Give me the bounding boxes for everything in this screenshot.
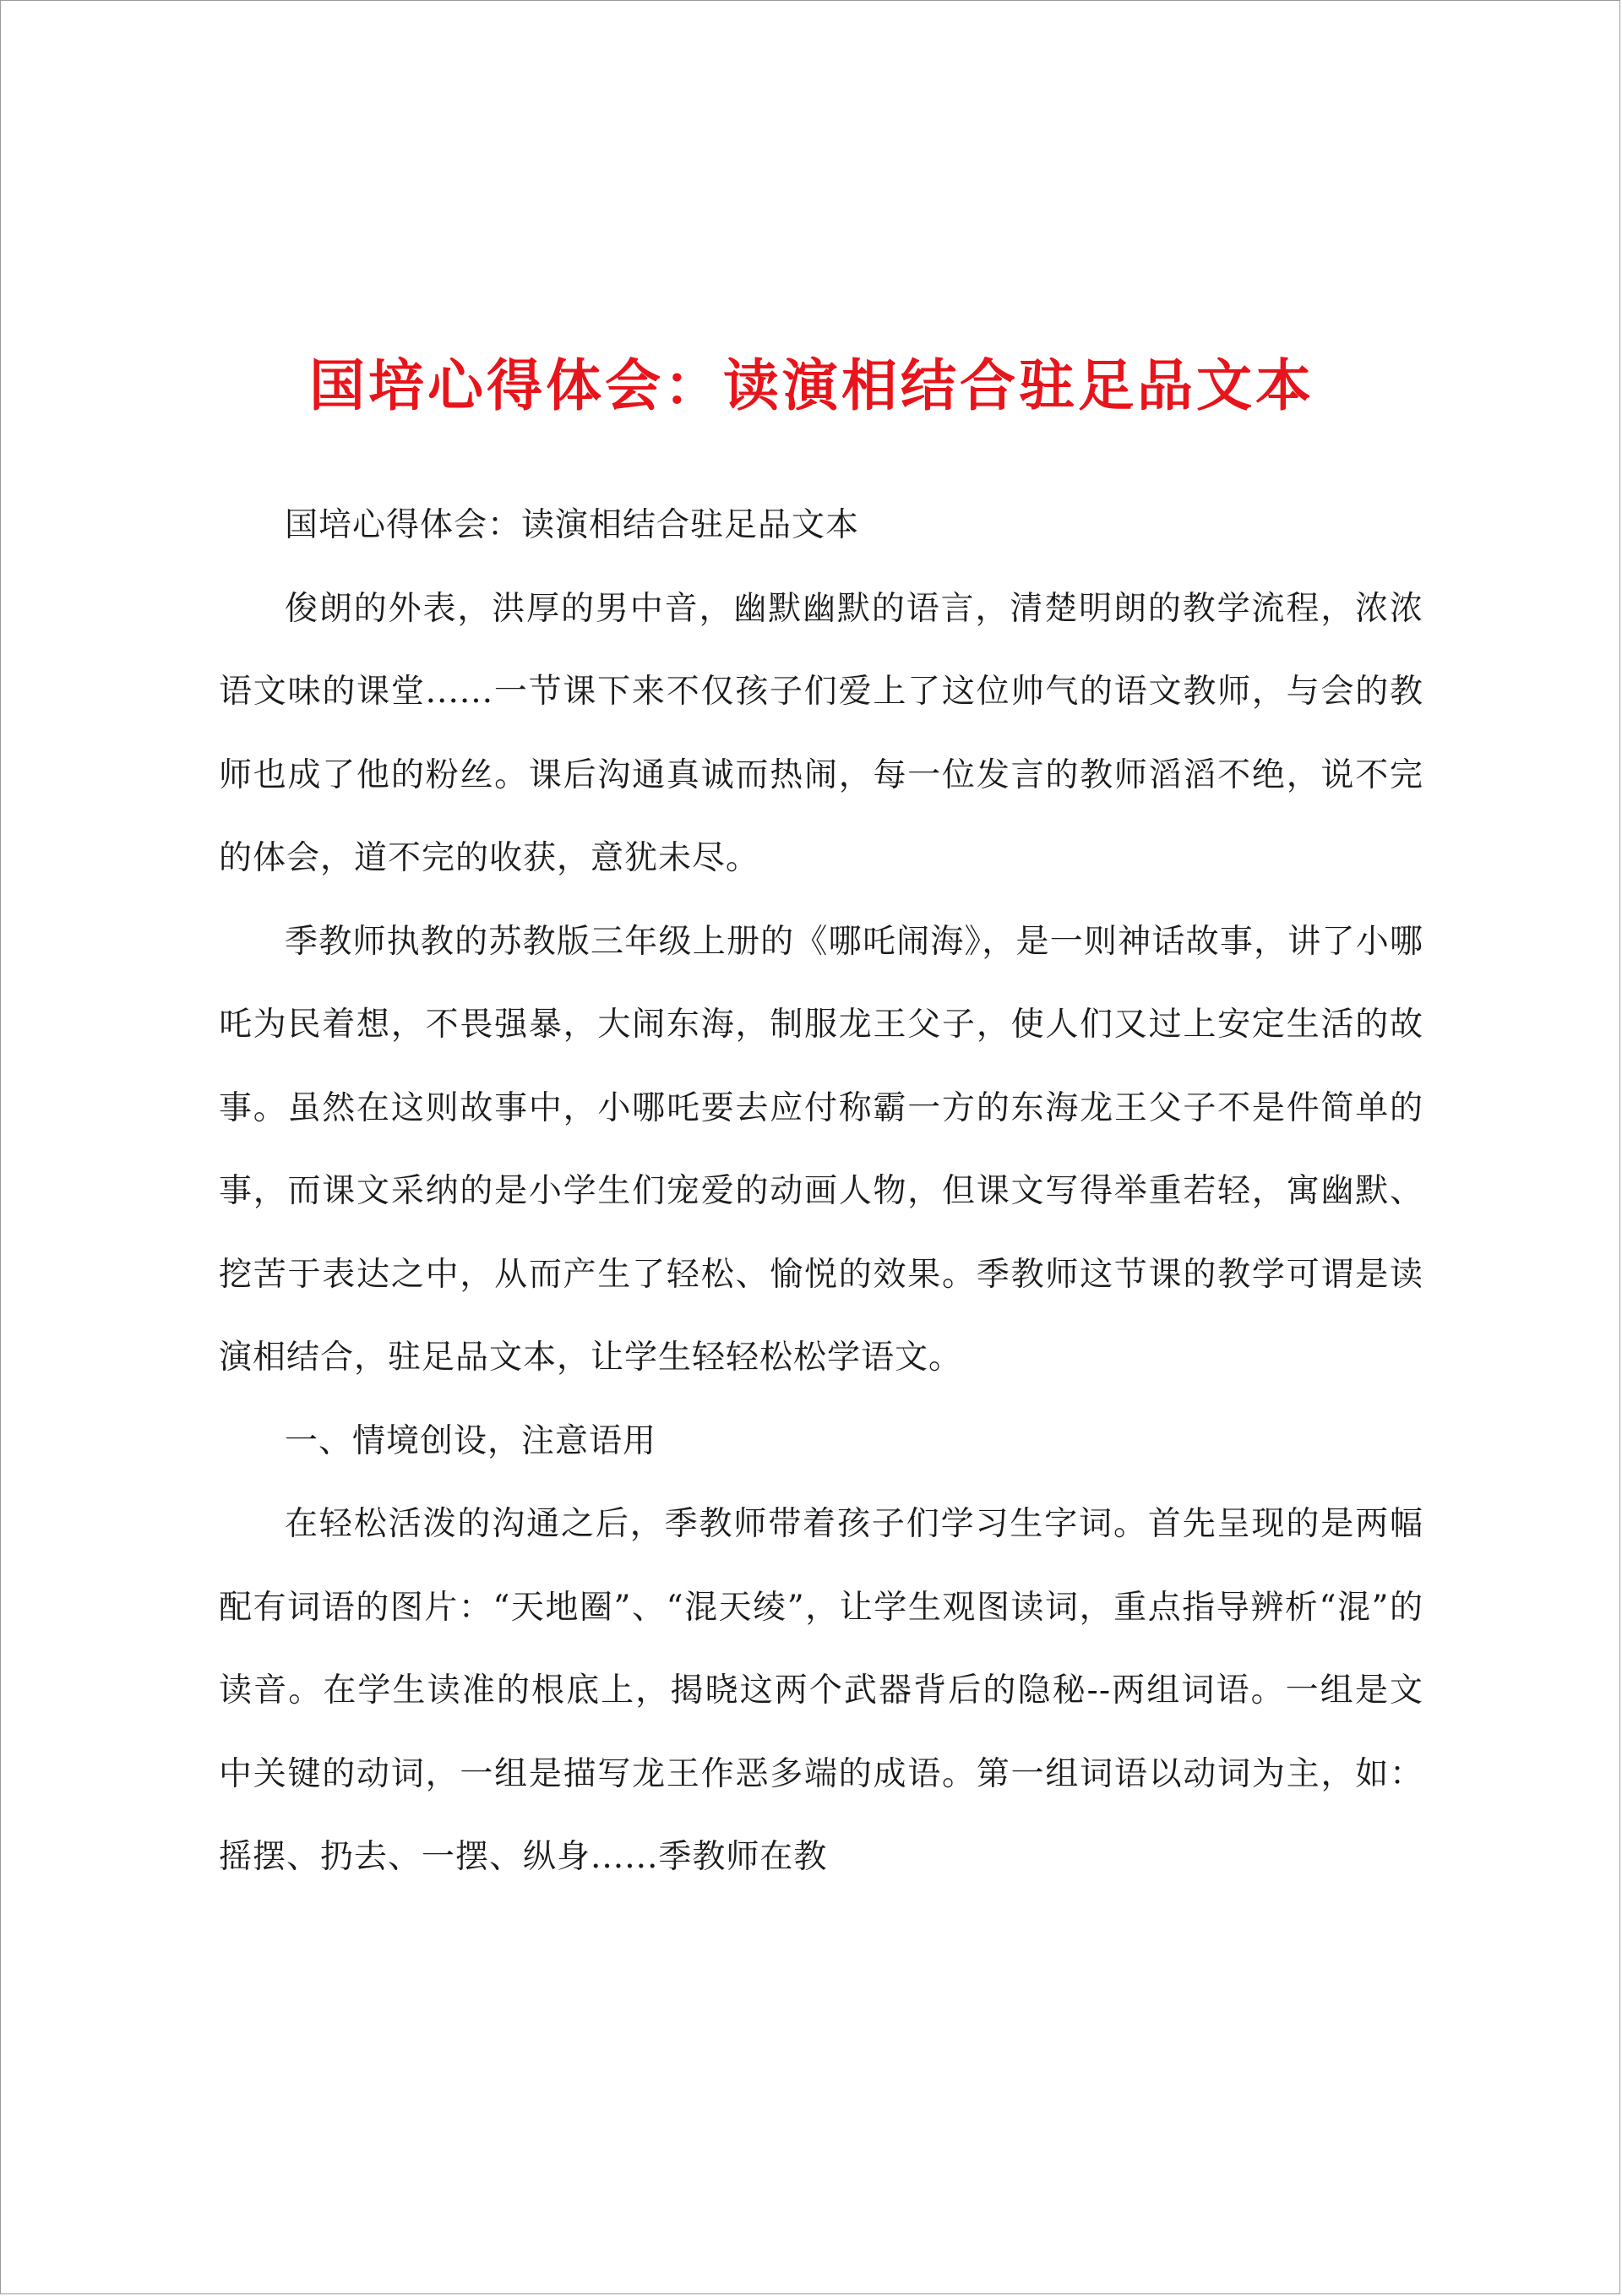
document-body <box>219 484 1423 1900</box>
paragraph: 季教师执教的苏教版三年级上册的《哪吒闹海》，是一则神话故事，讲了小哪吒为民着想，不畏强暴，大闹东海，制服龙王父子，使人们又过上安定生活的故事。虽然在这则故事中，小哪吒要去应付称霸一方的东海龙王父子不是件简单的事，而课文采纳的是小学生们宠爱的动画人物，但课文写得举重若轻，寓幽默、挖苦于表达之中，从而产生了轻松、愉悦的效果。季教师这节课的教学可谓是读演相结合，驻足品文本，让学生轻轻松松学语文。 <box>219 922 1423 1377</box>
section-heading: 一、情境创设，注意语用 <box>285 1421 657 1460</box>
document-title: 国培心得体会：读演相结合驻足品文本 <box>309 352 1314 418</box>
paragraph: 俊朗的外表，洪厚的男中音，幽默幽默的语言，清楚明朗的教学流程，浓浓语文味的课堂......一节课下来不仅孩子们爱上了这位帅气的语文教师，与会的教师也成了他的粉丝。课后沟通真诚而热闹，每一位发言的教师滔滔不绝，说不完的体会，道不完的收获，意犹未尽。 <box>219 589 1423 877</box>
paragraph: 在轻松活泼的沟通之后，季教师带着孩子们学习生字词。首先呈现的是两幅配有词语的图片：“天地圈”、“混天绫”，让学生观图读词，重点指导辨析“混”的读音。在学生读准的根底上，揭晓这两个武器背后的隐秘--两组词语。一组是文中关键的动词，一组是描写龙王作恶多端的成语。第一组词语以动词为主，如：摇摆、扔去、一摆、纵身......季教师在教 <box>219 1505 1423 1876</box>
paragraph-subtitle: 国培心得体会：读演相结合驻足品文本 <box>285 506 860 544</box>
